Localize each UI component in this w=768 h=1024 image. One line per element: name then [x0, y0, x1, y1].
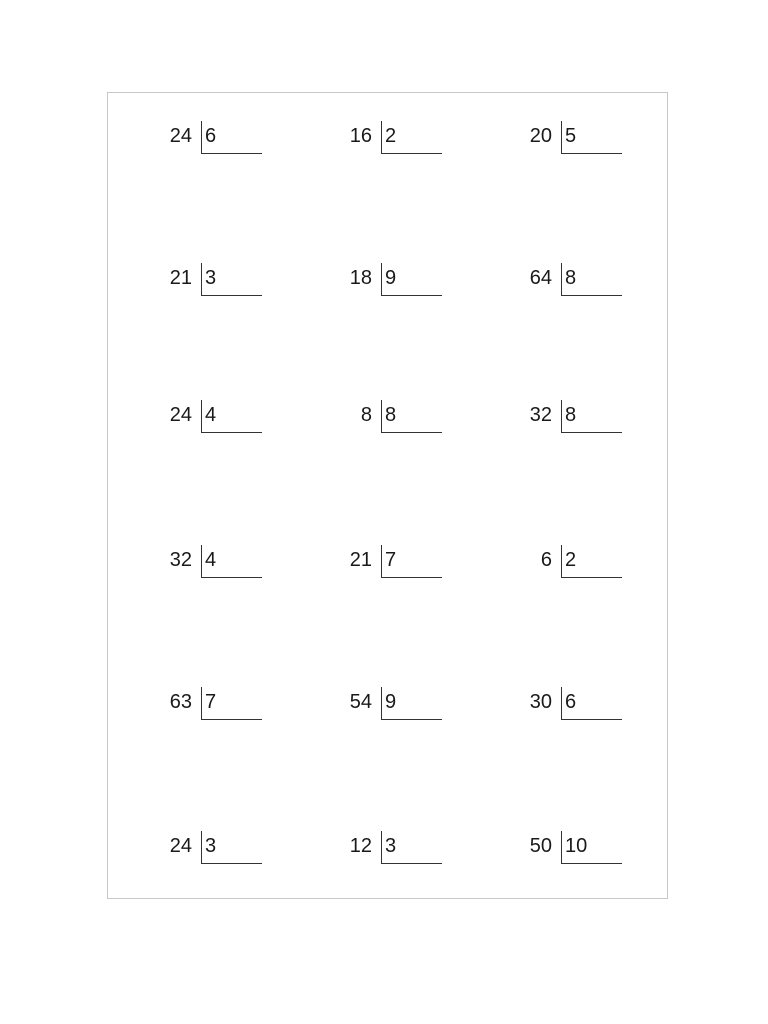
divisor-number: 8	[385, 404, 397, 426]
divisor-number: 10	[565, 835, 588, 857]
answer-blank[interactable]	[584, 837, 622, 861]
division-problem	[503, 687, 643, 727]
division-bracket	[201, 687, 262, 720]
answer-blank[interactable]	[404, 837, 442, 861]
divisor-number: 3	[385, 835, 397, 857]
answer-blank[interactable]	[404, 127, 442, 151]
dividend-number: 21	[349, 549, 372, 571]
division-problem	[503, 400, 643, 440]
dividend-number: 32	[529, 404, 552, 426]
dividend-number: 63	[169, 691, 192, 713]
division-bracket	[381, 545, 442, 578]
dividend-number: 8	[360, 404, 372, 426]
division-bracket	[561, 121, 622, 154]
dividend-number: 18	[349, 267, 372, 289]
division-bracket	[201, 400, 262, 433]
answer-blank[interactable]	[404, 551, 442, 575]
division-bracket	[561, 687, 622, 720]
divisor-number: 2	[385, 125, 397, 147]
division-problem	[143, 545, 283, 585]
dividend-number: 12	[349, 835, 372, 857]
answer-blank[interactable]	[584, 693, 622, 717]
division-problem	[143, 687, 283, 727]
answer-blank[interactable]	[404, 269, 442, 293]
divisor-number: 3	[205, 835, 217, 857]
dividend-number: 50	[529, 835, 552, 857]
division-problem	[323, 687, 463, 727]
answer-blank[interactable]	[404, 693, 442, 717]
divisor-number: 4	[205, 404, 217, 426]
divisor-number: 2	[565, 549, 577, 571]
division-bracket	[381, 121, 442, 154]
dividend-number: 54	[349, 691, 372, 713]
divisor-number: 8	[565, 267, 577, 289]
answer-blank[interactable]	[584, 127, 622, 151]
dividend-number: 16	[349, 125, 372, 147]
dividend-number: 24	[169, 125, 192, 147]
divisor-number: 7	[205, 691, 217, 713]
divisor-number: 6	[205, 125, 217, 147]
answer-blank[interactable]	[224, 406, 262, 430]
dividend-number: 64	[529, 267, 552, 289]
division-bracket	[201, 545, 262, 578]
answer-blank[interactable]	[584, 551, 622, 575]
divisor-number: 5	[565, 125, 577, 147]
answer-blank[interactable]	[584, 406, 622, 430]
division-problem	[503, 831, 643, 871]
answer-blank[interactable]	[224, 551, 262, 575]
division-problem	[503, 121, 643, 161]
division-bracket	[201, 263, 262, 296]
answer-blank[interactable]	[224, 269, 262, 293]
dividend-number: 30	[529, 691, 552, 713]
division-problem	[143, 121, 283, 161]
answer-blank[interactable]	[584, 269, 622, 293]
dividend-number: 32	[169, 549, 192, 571]
dividend-number: 21	[169, 267, 192, 289]
division-problem	[503, 545, 643, 585]
answer-blank[interactable]	[404, 406, 442, 430]
division-bracket	[561, 545, 622, 578]
division-problem	[503, 263, 643, 303]
division-problem	[323, 831, 463, 871]
division-bracket	[201, 831, 262, 864]
division-problem	[143, 831, 283, 871]
divisor-number: 6	[565, 691, 577, 713]
answer-blank[interactable]	[224, 127, 262, 151]
division-bracket	[561, 400, 622, 433]
division-bracket	[381, 687, 442, 720]
division-problem	[323, 545, 463, 585]
dividend-number: 24	[169, 404, 192, 426]
division-bracket	[561, 263, 622, 296]
answer-blank[interactable]	[224, 837, 262, 861]
divisor-number: 3	[205, 267, 217, 289]
division-bracket	[381, 263, 442, 296]
division-bracket	[381, 400, 442, 433]
answer-blank[interactable]	[224, 693, 262, 717]
divisor-number: 4	[205, 549, 217, 571]
dividend-number: 24	[169, 835, 192, 857]
divisor-number: 8	[565, 404, 577, 426]
division-problem	[143, 400, 283, 440]
division-problem	[323, 400, 463, 440]
worksheet-page	[107, 92, 668, 899]
division-problem	[143, 263, 283, 303]
division-problem	[323, 121, 463, 161]
division-bracket	[201, 121, 262, 154]
division-bracket	[561, 831, 622, 864]
divisor-number: 7	[385, 549, 397, 571]
division-bracket	[381, 831, 442, 864]
divisor-number: 9	[385, 691, 397, 713]
dividend-number: 20	[529, 125, 552, 147]
dividend-number: 6	[540, 549, 552, 571]
division-problem	[323, 263, 463, 303]
divisor-number: 9	[385, 267, 397, 289]
